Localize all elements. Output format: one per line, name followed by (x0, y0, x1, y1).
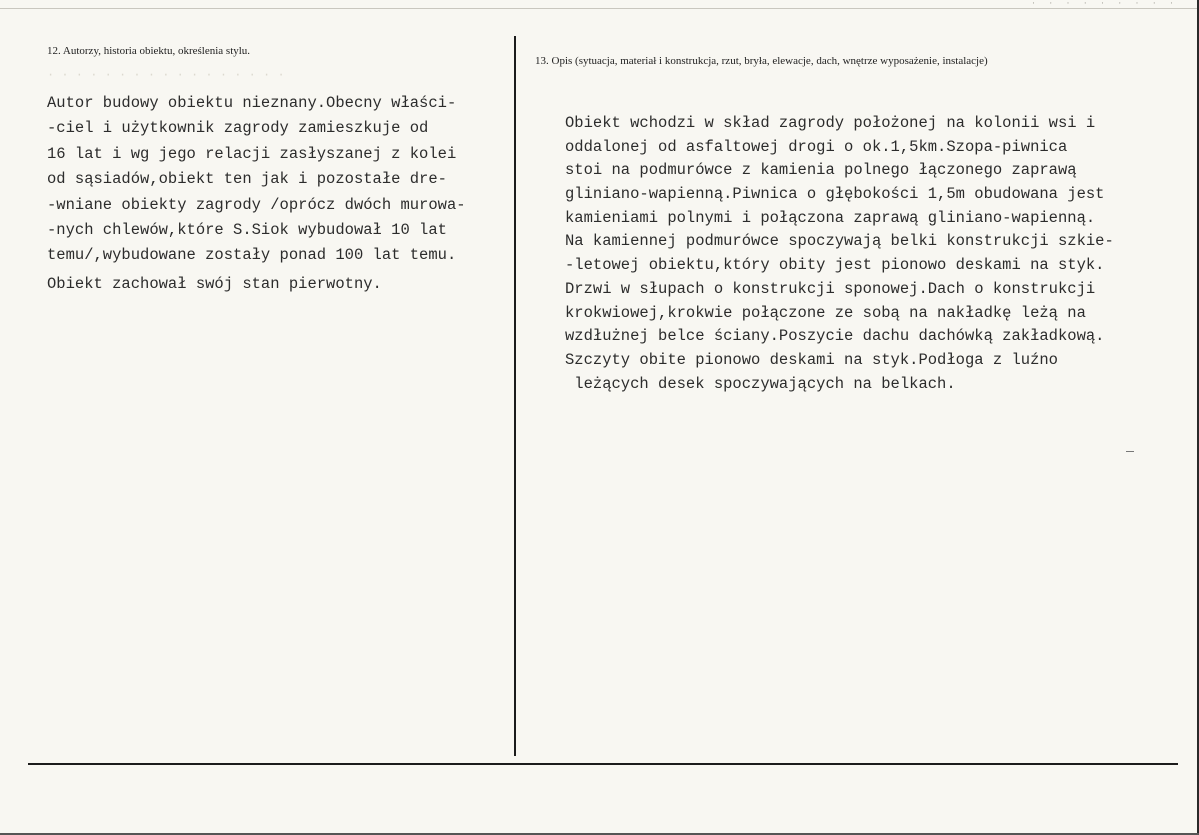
top-border-rule (0, 8, 1199, 9)
section-12-line: Autor budowy obiektu nieznany.Obecny właści- (47, 94, 457, 112)
section-13-heading: 13. Opis (sytuacja, materiał i konstrukcja, rzut, bryła, elewacje, dach, wnętrze wyposażenie, instalacje) (535, 55, 988, 67)
section-13-line: gliniano-wapienną.Piwnica o głębokości 1,5m obudowana jest (565, 185, 1105, 204)
section-13-body (565, 112, 1114, 396)
column-divider (514, 36, 516, 756)
section-12-line: temu/,wybudowane zostały ponad 100 lat temu. (47, 246, 457, 265)
bottom-border-rule (28, 763, 1178, 765)
section-12-line: 16 lat i wg jego relacji zasłyszanej z kolei (47, 144, 457, 163)
ink-smudge (1126, 451, 1134, 452)
section-12-line: od sąsiadów,obiekt ten jak i pozostałe dre- (47, 170, 447, 189)
section-12-heading: 12. Autorzy, historia obiektu, określenia stylu. (47, 45, 251, 57)
section-13-line: leżących desek spoczywających na belkach. (565, 374, 956, 393)
section-12-line: -ciel i użytkownik zagrody zamieszkuje od (47, 119, 429, 138)
section-12-line: -nych chlewów,które S.Siok wybudował 10 lat (47, 220, 447, 239)
top-edge-marks: · · · · · · · · · (1032, 0, 1179, 8)
section-12-line: -wniane obiekty zagrody /oprócz dwóch murowa- (47, 195, 466, 214)
section-12-body (47, 91, 466, 269)
section-12-note-line: Obiekt zachował swój stan pierwotny. (47, 275, 382, 293)
section-13-line: Szczyty obite pionowo deskami na styk.Podłoga z luźno (565, 350, 1058, 369)
section-13-line: Obiekt wchodzi w skład zagrody położonej na kolonii wsi i (565, 114, 1096, 132)
section-13-line: wzdłużnej belce ściany.Poszycie dachu dachówką zakładkową. (565, 327, 1105, 346)
section-13-line: oddalonej od asfaltowej drogi o ok.1,5km.Szopa-piwnica (565, 137, 1068, 156)
section-12-note (47, 272, 382, 297)
section-13-line: kamieniami polnymi i połączona zaprawą gliniano-wapienną. (565, 208, 1096, 227)
section-12-faint-line: · · · · · · · · · · · · · · · · · (47, 68, 285, 82)
section-13-line: -letowej obiektu,który obity jest pionowo deskami na styk. (565, 256, 1105, 275)
section-13-line: Na kamiennej podmurówce spoczywają belki konstrukcji szkie- (565, 232, 1114, 251)
section-13-line: stoi na podmurówce z kamienia polnego łączonego zaprawą (565, 161, 1077, 180)
section-13-line: Drzwi w słupach o konstrukcji sponowej.Dach o konstrukcji (565, 279, 1096, 298)
section-13-line: krokwiowej,krokwie połączone ze sobą na nakładkę leżą na (565, 303, 1086, 322)
